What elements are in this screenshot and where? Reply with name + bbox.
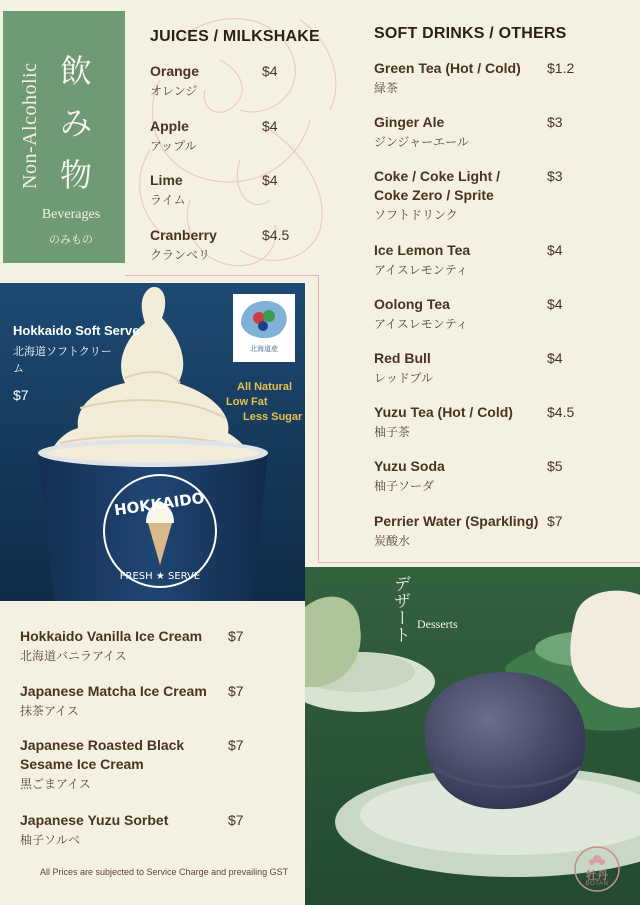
item-price: $4 [262, 118, 278, 134]
item-price: $7 [228, 737, 244, 753]
menu-item [150, 226, 217, 263]
item-jp: 緑茶 [374, 81, 399, 95]
item-price: $7 [228, 812, 244, 828]
item-name: Japanese Matcha Ice Cream [20, 683, 207, 699]
item-price: $4.5 [262, 227, 290, 243]
menu-item [374, 59, 521, 96]
soft-serve-jp: 北海道ソフトクリーム [13, 345, 112, 375]
item-name: Perrier Water (Sparkling) [374, 513, 539, 529]
item-name: Cranberry [150, 227, 217, 243]
item-price: $3 [547, 168, 563, 184]
item-price: $7 [547, 513, 563, 529]
menu-item [150, 117, 197, 154]
item-jp: レッドブル [374, 371, 434, 385]
soft-serve-tag: Less Sugar [243, 411, 303, 423]
item-jp: アイスレモンティ [374, 263, 468, 277]
frame-line-vertical [318, 275, 319, 563]
item-price: $4 [547, 242, 563, 258]
menu-item [374, 349, 433, 386]
frame-line-bottom [318, 562, 640, 563]
item-jp: クランベリ [150, 248, 211, 262]
menu-item [150, 62, 199, 99]
item-jp: アップル [150, 139, 197, 153]
cup-text-bottom: FRESH ★ SERVE [119, 571, 201, 582]
item-jp: ジンジャーエール [374, 135, 469, 149]
item-name: Oolong Tea [374, 296, 450, 312]
item-jp: ライム [150, 193, 186, 207]
menu-item [20, 682, 207, 719]
botan-logo [573, 845, 621, 893]
item-jp: 柚子ソルベ [20, 833, 81, 847]
hokkaido-logo-label: 北海道産 [250, 345, 278, 353]
item-jp: ソフトドリンク [374, 208, 458, 222]
item-price: $4 [547, 296, 563, 312]
botan-jp: 牡丹 [586, 869, 608, 882]
title-jp-char: 飲 [59, 52, 92, 90]
menu-item [374, 295, 468, 332]
frame-line-top [125, 275, 319, 276]
hokkaido-logo-icon [233, 294, 295, 344]
dessert-photo [305, 567, 640, 905]
item-price: $4 [547, 350, 563, 366]
menu-item [20, 736, 184, 792]
item-name: Red Bull [374, 350, 431, 366]
soft-serve-tag: Low Fat [226, 396, 268, 408]
hokkaido-product-logo [233, 294, 295, 362]
desserts-heading-en: Desserts [417, 617, 458, 631]
item-name: Apple [150, 118, 189, 134]
menu-item [374, 241, 470, 278]
item-name-line2: Coke Zero / Sprite [374, 187, 494, 203]
title-beverages-jp: のみもの [49, 233, 93, 246]
item-price: $4 [262, 172, 278, 188]
item-jp: 北海道バニラアイス [20, 649, 127, 663]
item-name: Ice Lemon Tea [374, 242, 471, 258]
item-name: Lime [150, 172, 183, 188]
soft-serve-title: Hokkaido Soft Serve [13, 323, 140, 338]
juices-heading: JUICES / MILKSHAKE [150, 28, 320, 45]
menu-item [150, 171, 186, 208]
item-name: Japanese Yuzu Sorbet [20, 812, 169, 828]
soft-serve-price: $7 [13, 387, 29, 403]
item-name: Ginger Ale [374, 114, 445, 130]
title-jp-char: 物 [59, 156, 92, 194]
soft-drinks-heading: SOFT DRINKS / OTHERS [374, 25, 567, 42]
desserts-heading-jp: デザート [390, 575, 410, 643]
soft-serve-photo [0, 283, 305, 601]
price-footnote: All Prices are subjected to Service Charge and prevailing GST [40, 867, 289, 877]
item-name-line1: Coke / Coke Light / [374, 168, 501, 184]
item-jp: アイスレモンティ [374, 317, 468, 331]
title-beverages: Beverages [41, 207, 101, 222]
item-price: $4 [262, 63, 278, 79]
title-panel [3, 11, 125, 263]
item-price: $7 [228, 683, 244, 699]
soft-serve-tag: All Natural [237, 381, 293, 393]
item-price: $4.5 [547, 404, 575, 420]
menu-item [374, 113, 469, 150]
item-jp: 黒ごまアイス [20, 777, 91, 791]
title-non-alcoholic: Non-Alcoholic [19, 62, 41, 190]
menu-item [374, 167, 500, 223]
item-name: Yuzu Soda [374, 458, 445, 474]
title-jp-char: み [59, 104, 92, 142]
item-name: Hokkaido Vanilla Ice Cream [20, 628, 203, 644]
item-name: Orange [150, 63, 200, 79]
menu-item [374, 403, 513, 440]
item-jp: 柚子茶 [374, 425, 411, 439]
item-name: Green Tea (Hot / Cold) [374, 60, 521, 76]
cup-text-top: HOKKAIDO [113, 488, 206, 520]
item-name-line1: Japanese Roasted Black [20, 737, 185, 753]
item-name: Yuzu Tea (Hot / Cold) [374, 404, 513, 420]
item-jp: オレンジ [150, 84, 198, 98]
menu-item [20, 627, 202, 664]
item-price: $3 [547, 114, 563, 130]
item-jp: 柚子ソーダ [374, 479, 435, 493]
title-jp [53, 45, 99, 201]
menu-item [374, 457, 445, 494]
item-price: $5 [547, 458, 563, 474]
item-price: $1.2 [547, 60, 575, 76]
item-jp: 炭酸水 [374, 534, 411, 548]
item-jp: 抹茶アイス [20, 704, 79, 718]
botan-en: BOTAN [585, 881, 609, 887]
menu-item [374, 512, 538, 549]
menu-item [20, 811, 168, 848]
item-name-line2: Sesame Ice Cream [20, 756, 144, 772]
item-price: $7 [228, 628, 244, 644]
